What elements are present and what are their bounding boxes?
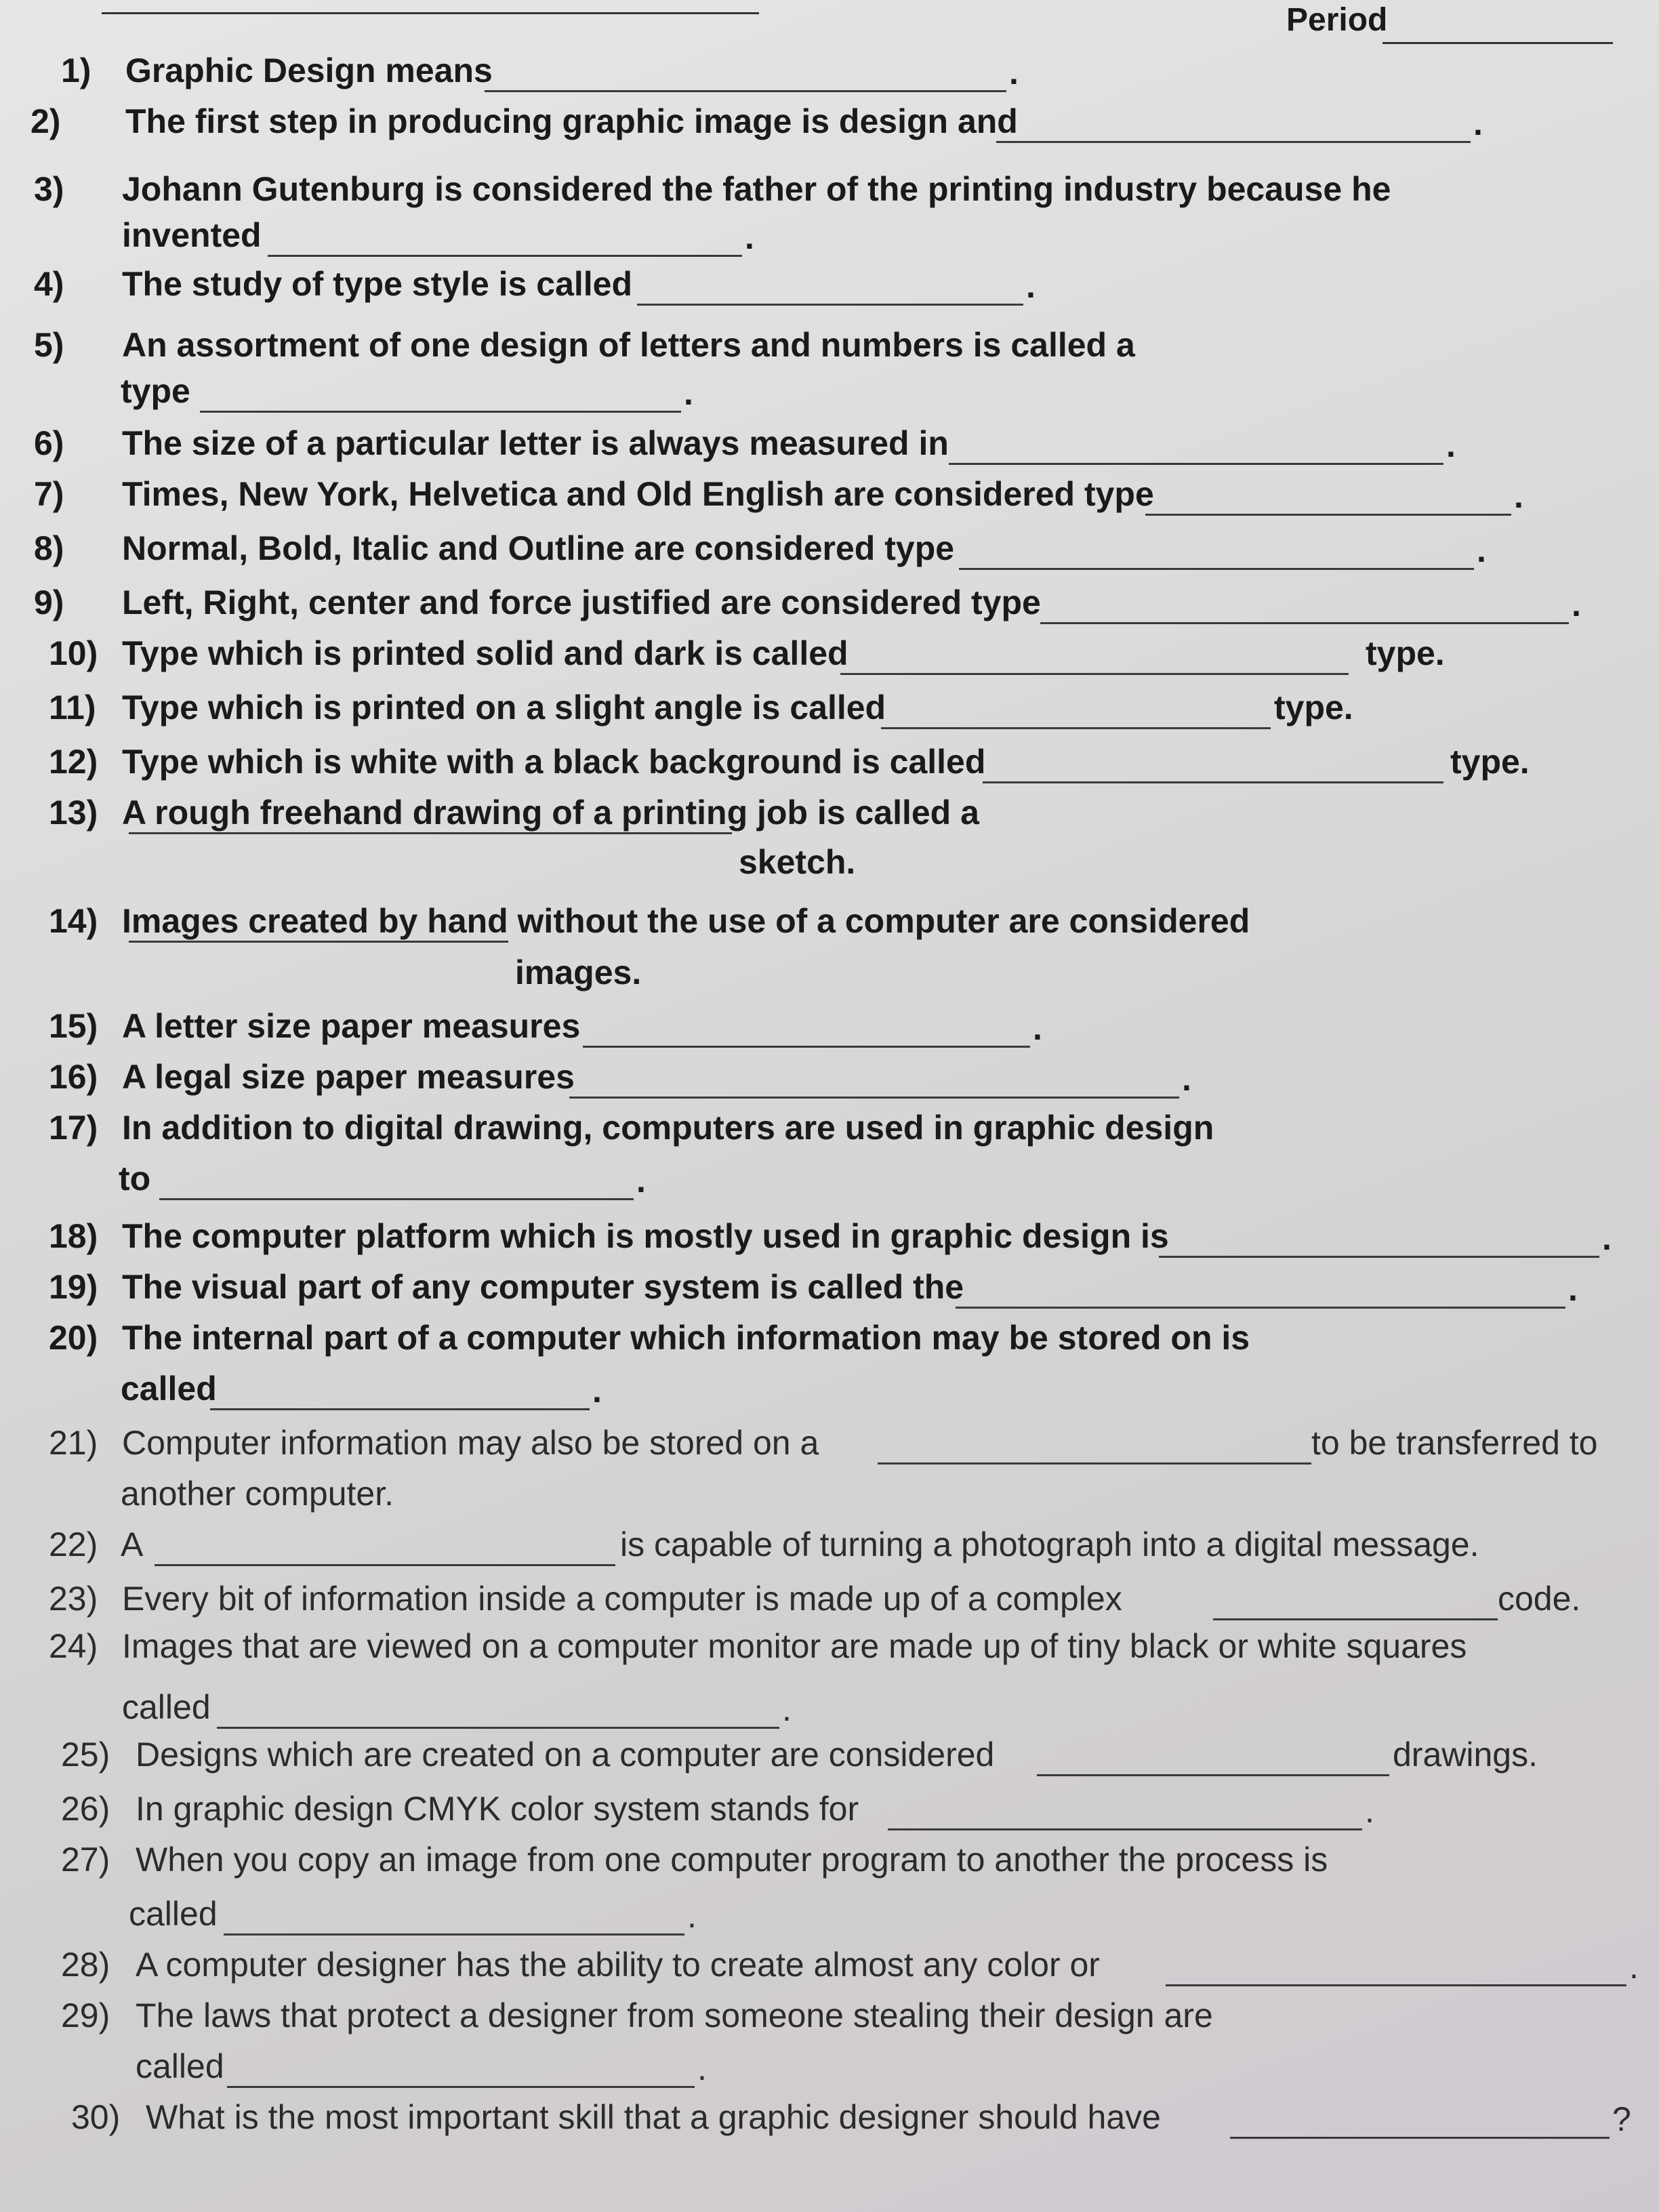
answer-blank[interactable]	[227, 2086, 695, 2088]
question-number: 24)	[49, 1627, 98, 1665]
answer-blank[interactable]	[200, 411, 681, 413]
question-number: 20)	[49, 1319, 98, 1357]
answer-blank[interactable]	[1230, 2137, 1610, 2139]
question-number: 5)	[34, 326, 64, 364]
question-text: The visual part of any computer system is called the	[122, 1268, 964, 1306]
question-number: 12)	[49, 743, 98, 781]
answer-blank[interactable]	[1037, 1774, 1389, 1776]
question-continuation: to	[119, 1160, 151, 1197]
answer-blank[interactable]	[996, 141, 1471, 143]
end-punctuation: .	[1514, 477, 1523, 515]
end-punctuation: .	[687, 1897, 697, 1935]
question-text: Images created by hand without the use of a computer are considered	[122, 902, 1250, 940]
end-punctuation: .	[1602, 1219, 1612, 1257]
answer-blank[interactable]	[1166, 1984, 1626, 1986]
question-continuation: called	[121, 1370, 217, 1408]
end-punctuation: .	[684, 374, 693, 412]
question-number: 4)	[34, 265, 64, 303]
answer-blank[interactable]	[1145, 514, 1511, 516]
end-punctuation: .	[1009, 54, 1019, 91]
question-continuation: another computer.	[121, 1475, 394, 1513]
question-text: The internal part of a computer which information may be stored on is	[122, 1319, 1250, 1357]
question-number: 28)	[61, 1946, 110, 1984]
question-text: Normal, Bold, Italic and Outline are considered type	[122, 529, 955, 567]
answer-blank[interactable]	[210, 1408, 590, 1410]
question-text: A computer designer has the ability to create almost any color or	[136, 1946, 1100, 1984]
question-number: 2)	[30, 102, 61, 140]
answer-blank[interactable]	[881, 727, 1271, 729]
after-blank-text: sketch.	[739, 843, 856, 881]
question-text: An assortment of one design of letters and numbers is called a	[122, 326, 1135, 364]
end-punctuation: .	[1026, 267, 1036, 305]
answer-blank[interactable]	[949, 463, 1443, 465]
end-punctuation: .	[1182, 1060, 1191, 1098]
after-blank-text: drawings.	[1393, 1736, 1538, 1774]
question-number: 17)	[49, 1109, 98, 1147]
question-number: 6)	[34, 424, 64, 462]
end-punctuation: .	[1365, 1792, 1374, 1830]
question-number: 22)	[49, 1525, 98, 1563]
question-number: 16)	[49, 1058, 98, 1096]
end-punctuation: .	[1473, 104, 1483, 142]
question-number: 1)	[61, 52, 91, 89]
end-punctuation: .	[1446, 426, 1456, 464]
end-punctuation: .	[1477, 531, 1486, 569]
question-text: Computer information may also be stored on a	[122, 1424, 819, 1462]
period-label: Period	[1286, 2, 1388, 38]
question-number: 7)	[34, 475, 64, 513]
question-number: 8)	[34, 529, 64, 567]
question-text: Left, Right, center and force justified are considered type	[122, 583, 1041, 621]
after-blank-text: type.	[1450, 743, 1530, 781]
answer-blank[interactable]	[888, 1828, 1362, 1830]
answer-blank[interactable]	[956, 1307, 1565, 1309]
question-number: 29)	[61, 1996, 110, 2034]
answer-blank[interactable]	[129, 941, 508, 943]
answer-blank[interactable]	[268, 255, 742, 257]
question-text: Images that are viewed on a computer monitor are made up of tiny black or white squares	[122, 1627, 1467, 1665]
answer-blank[interactable]	[878, 1462, 1311, 1465]
question-text: The study of type style is called	[122, 265, 633, 303]
question-continuation: called	[122, 1688, 211, 1726]
answer-blank[interactable]	[583, 1046, 1030, 1048]
question-text: A legal size paper measures	[122, 1058, 575, 1096]
answer-blank[interactable]	[983, 781, 1443, 783]
question-number: 9)	[34, 583, 64, 621]
answer-blank[interactable]	[155, 1564, 615, 1566]
question-text: A	[121, 1525, 144, 1563]
question-text: In graphic design CMYK color system stands for	[136, 1790, 859, 1828]
question-continuation: called	[129, 1895, 218, 1933]
answer-blank[interactable]	[959, 568, 1474, 570]
answer-blank[interactable]	[637, 304, 1023, 306]
question-text: Type which is white with a black background is called	[122, 743, 986, 781]
end-punctuation: .	[745, 218, 754, 256]
question-number: 25)	[61, 1736, 110, 1774]
question-text: The laws that protect a designer from someone stealing their design are	[136, 1996, 1213, 2034]
answer-blank[interactable]	[1213, 1618, 1498, 1620]
answer-blank[interactable]	[840, 673, 1349, 675]
question-text: A letter size paper measures	[122, 1007, 581, 1045]
question-text: Every bit of information inside a computer is made up of a complex	[122, 1580, 1122, 1618]
question-continuation: type	[121, 372, 190, 410]
answer-blank[interactable]	[1040, 622, 1569, 624]
answer-blank[interactable]	[217, 1727, 779, 1729]
end-punctuation: .	[1033, 1009, 1042, 1047]
question-text: The first step in producing graphic image is design and	[125, 102, 1018, 140]
answer-blank[interactable]	[159, 1198, 634, 1200]
question-number: 19)	[49, 1268, 98, 1306]
answer-blank[interactable]	[1159, 1256, 1599, 1258]
question-number: 27)	[61, 1841, 110, 1879]
after-blank-text: to be transferred to	[1311, 1424, 1598, 1462]
answer-blank[interactable]	[569, 1097, 1179, 1099]
end-punctuation: ?	[1612, 2100, 1631, 2138]
question-number: 3)	[34, 170, 64, 208]
end-punctuation: .	[782, 1690, 792, 1728]
question-text: Type which is printed on a slight angle is called	[122, 689, 886, 726]
after-blank-text: type.	[1274, 689, 1353, 726]
after-blank-text: is capable of turning a photograph into a digital message.	[620, 1525, 1479, 1563]
answer-blank[interactable]	[224, 1933, 684, 1936]
question-number: 13)	[49, 794, 98, 832]
question-number: 14)	[49, 902, 98, 940]
question-number: 18)	[49, 1217, 98, 1255]
question-text: Johann Gutenburg is considered the father of the printing industry because he	[122, 170, 1391, 208]
end-punctuation: .	[697, 2049, 707, 2087]
answer-blank[interactable]	[129, 832, 732, 834]
question-continuation: invented	[122, 216, 262, 254]
after-blank-text: images.	[515, 954, 642, 991]
question-number: 21)	[49, 1424, 98, 1462]
after-blank-text: code.	[1498, 1580, 1581, 1618]
question-text: The size of a particular letter is always measured in	[122, 424, 949, 462]
question-number: 11)	[49, 689, 96, 726]
question-number: 15)	[49, 1007, 98, 1045]
question-text: Times, New York, Helvetica and Old English are considered type	[122, 475, 1154, 513]
name-line	[102, 12, 759, 14]
period-blank[interactable]	[1382, 42, 1613, 44]
answer-blank[interactable]	[485, 90, 1006, 92]
end-punctuation: .	[592, 1372, 602, 1410]
question-text: When you copy an image from one computer program to another the process is	[136, 1841, 1328, 1879]
question-number: 30)	[71, 2098, 121, 2136]
question-text: A rough freehand drawing of a printing job is called a	[122, 794, 979, 832]
end-punctuation: .	[1572, 586, 1581, 623]
question-text: Graphic Design means	[125, 52, 493, 89]
question-text: In addition to digital drawing, computers are used in graphic design	[122, 1109, 1214, 1147]
question-number: 23)	[49, 1580, 98, 1618]
question-text: Type which is printed solid and dark is called	[122, 634, 848, 672]
end-punctuation: .	[1568, 1270, 1578, 1308]
after-blank-text: type.	[1366, 634, 1445, 672]
question-number: 26)	[61, 1790, 110, 1828]
end-punctuation: .	[1629, 1948, 1639, 1986]
end-punctuation: .	[636, 1162, 646, 1200]
question-text: Designs which are created on a computer are considered	[136, 1736, 995, 1774]
question-text: What is the most important skill that a graphic designer should have	[146, 2098, 1161, 2136]
question-number: 10)	[49, 634, 98, 672]
question-continuation: called	[136, 2047, 224, 2085]
question-text: The computer platform which is mostly used in graphic design is	[122, 1217, 1169, 1255]
